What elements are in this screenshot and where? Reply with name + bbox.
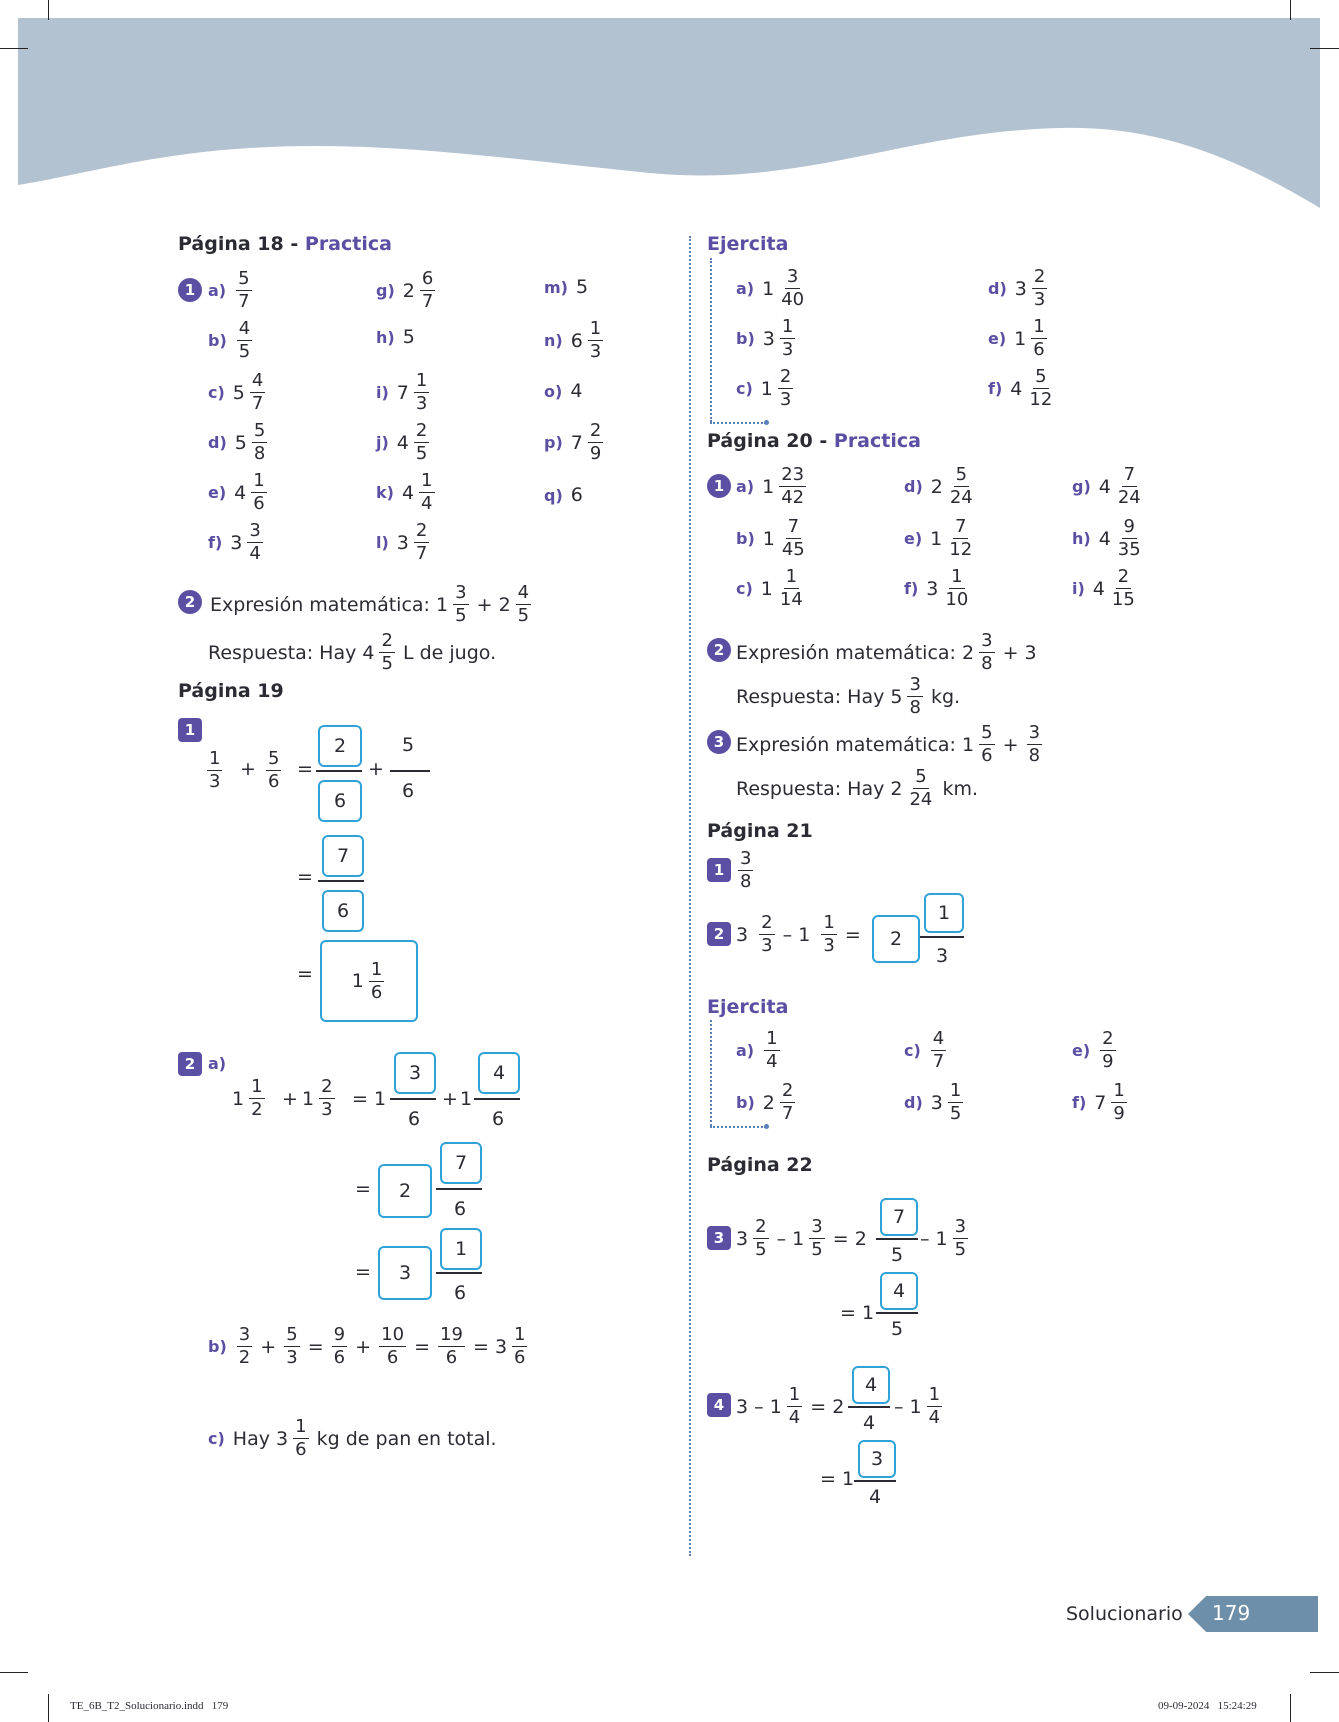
answer-item	[904, 568, 972, 609]
answer-box: 2	[378, 1164, 432, 1218]
answer-item	[736, 268, 808, 309]
answer-label: c)	[736, 579, 753, 598]
answer-box: 4	[852, 1366, 890, 1404]
answer-box: 7	[322, 835, 364, 877]
denominator: 4	[863, 1412, 876, 1434]
answer-label: f)	[904, 579, 919, 598]
answer-label: l)	[376, 533, 389, 552]
denominator: 6	[492, 1108, 505, 1130]
fraction-bar	[436, 1188, 482, 1190]
file-slug: TE_6B_T2_Solucionario.indd 179	[70, 1700, 229, 1712]
p19-a-mixed-2: 1 $\frac{2}{3}$	[302, 1076, 333, 1120]
p19-c-answer: c) Hay 3 $\frac{1}{6}$ kg de pan en total.	[208, 1416, 497, 1460]
whole-number: 2	[402, 279, 415, 302]
whole-number: 1	[762, 527, 775, 550]
answer-item	[1072, 1082, 1129, 1123]
p22-q4-number: 4	[707, 1393, 731, 1417]
fraction: $\frac{1}{4}$	[421, 470, 433, 514]
whole-number: 1	[760, 377, 773, 400]
p22-q3-number: 3	[707, 1226, 731, 1250]
whole-number: 5	[402, 326, 415, 348]
p21-header: Página 21	[707, 820, 813, 842]
p22-q3-result-whole: = 1	[840, 1302, 875, 1324]
answer-item	[736, 466, 808, 507]
answer-label: n)	[544, 331, 563, 350]
equals-sign: =	[352, 1088, 368, 1110]
fraction: $\frac{4}{5}$	[517, 582, 530, 626]
answer-label: i)	[1072, 579, 1085, 598]
fraction: $\frac{2}{5}$	[415, 420, 428, 464]
crop-mark	[0, 1672, 28, 1673]
answer-item	[544, 320, 605, 361]
p18-response: Respuesta: Hay 4 $\frac{2}{5}$ L de jugo.	[208, 630, 497, 674]
fraction: $\frac{9}{35}$	[1117, 516, 1141, 560]
whole-number: 4	[1098, 475, 1111, 498]
ejercita-2-title: Ejercita	[707, 996, 789, 1018]
fraction: $\frac{1}{9}$	[1113, 1080, 1125, 1124]
fraction: $\frac{4}{5}$	[238, 318, 251, 362]
answer-label: g)	[1072, 477, 1091, 496]
fraction: $\frac{1}{3}$	[781, 316, 794, 360]
answer-label: p)	[544, 433, 563, 452]
p19-frac-2: $\frac{5}{6}$	[268, 748, 280, 792]
fraction-bar	[390, 770, 430, 772]
p22-q4-expression: 3 – 1 $\frac{1}{4}$ = 2	[736, 1384, 845, 1428]
answer-label: d)	[904, 1093, 923, 1112]
answer-item	[904, 1082, 965, 1123]
fraction: $\frac{23}{42}$	[781, 464, 805, 508]
answer-label: a)	[736, 1041, 755, 1060]
whole-number: 2	[930, 475, 943, 498]
plus-sign: +	[240, 758, 256, 780]
p21-q1-answer: $\frac{3}{8}$	[740, 848, 752, 892]
equals-sign: =	[355, 1178, 371, 1200]
answer-label: o)	[544, 381, 563, 401]
fraction: $\frac{5}{7}$	[238, 268, 250, 312]
answer-label: g)	[376, 281, 395, 300]
p20-q3-expression: Expresión matemática: 1 $\frac{5}{6}$ + $\frac{3}{8}$	[736, 722, 1041, 766]
answer-box: 1	[924, 893, 964, 933]
whole-number: 1	[1014, 327, 1027, 350]
fraction: $\frac{2}{3}$	[779, 366, 792, 410]
answer-label: j)	[376, 433, 389, 452]
crop-mark	[1310, 48, 1339, 49]
answer-label: b)	[736, 529, 755, 548]
p19-b-expression: b) $\frac{3}{2}$ + $\frac{5}{3}$ = $\frac{9}{6}$ + $\frac{10}{6}$ = $\frac{19}{6}$ = 3 $\frac{1}{6}$	[208, 1324, 526, 1368]
p21-q1-number: 1	[707, 858, 731, 882]
fraction: $\frac{6}{7}$	[421, 268, 434, 312]
answer-label: b)	[208, 331, 227, 350]
fraction-bar	[436, 1272, 482, 1274]
header-wave	[0, 0, 1339, 220]
answer-item	[1072, 466, 1145, 507]
answer-label: a)	[736, 477, 755, 496]
page-number-tab	[1188, 1596, 1318, 1632]
answer-item	[736, 568, 807, 609]
whole-number: 4	[570, 380, 583, 402]
answer-item	[376, 326, 418, 348]
fraction-bar	[920, 936, 964, 938]
answer-label: c)	[736, 379, 753, 398]
whole-number: 3	[1014, 277, 1027, 300]
answer-label: f)	[208, 533, 223, 552]
answer-item	[988, 268, 1049, 309]
answer-item	[208, 320, 254, 361]
p22-q4-result-whole: = 1	[820, 1468, 855, 1490]
answer-label: h)	[1072, 529, 1091, 548]
answer-label: c)	[208, 383, 225, 402]
crop-mark	[48, 1694, 49, 1722]
ejercita-bracket	[710, 1126, 766, 1128]
answer-box: 4	[478, 1052, 520, 1094]
denominator: 6	[402, 780, 415, 802]
fraction: $\frac{7}{24}$	[1117, 464, 1141, 508]
fraction: $\frac{2}{5}$	[381, 630, 393, 674]
answer-item	[376, 472, 437, 513]
answer-item	[544, 380, 585, 402]
whole-number: 5	[232, 381, 245, 404]
answer-item	[736, 1082, 797, 1123]
whole-number: 5	[234, 431, 247, 454]
equals-sign: =	[297, 758, 313, 780]
p20-q3-response: Respuesta: Hay 2 $\frac{5}{24}$ km.	[736, 766, 978, 810]
answer-item	[208, 472, 269, 513]
whole-number: 1	[760, 577, 773, 600]
answer-label: h)	[376, 327, 395, 347]
answer-item	[544, 484, 586, 506]
answer-item	[736, 318, 797, 359]
whole-number: 1	[930, 527, 943, 550]
p20-q2-expression: Expresión matemática: 2 $\frac{3}{8}$ + 3	[736, 630, 1037, 674]
whole-number: 2	[762, 1091, 775, 1114]
ejercita-bracket	[710, 1020, 712, 1126]
whole-number: 5	[575, 276, 589, 298]
p21-q2-expression: 3 $\frac{2}{3}$ – 1 $\frac{1}{3}$ =	[736, 912, 861, 956]
fraction-bar	[876, 1312, 918, 1314]
whole-number: 7	[396, 381, 409, 404]
p22-header: Página 22	[707, 1154, 813, 1176]
answer-box: 7	[880, 1198, 918, 1236]
whole-number: 1	[460, 1088, 473, 1110]
answer-item	[544, 422, 605, 463]
p19-frac-1: $\frac{1}{3}$	[209, 748, 221, 792]
fraction: $\frac{3}{5}$	[455, 582, 467, 626]
p22-q4-subtract: – 1 $\frac{1}{4}$	[894, 1384, 941, 1428]
fraction: $\frac{7}{45}$	[781, 516, 805, 560]
fraction: $\frac{1}{3}$	[589, 318, 602, 362]
label-a: a)	[208, 1054, 227, 1073]
answer-label: e)	[208, 483, 227, 502]
whole-number: 6	[570, 329, 583, 352]
fraction: $\frac{5}{8}$	[253, 420, 266, 464]
fraction: $\frac{1}{3}$	[415, 370, 428, 414]
ejercita-bracket	[710, 422, 766, 424]
whole-number: 3	[230, 531, 243, 554]
answer-label: d)	[208, 433, 227, 452]
p19-q1-number: 1	[178, 718, 202, 742]
answer-label: d)	[904, 477, 923, 496]
whole-number: 1	[374, 1088, 387, 1110]
column-divider	[689, 236, 691, 1556]
crop-mark	[1290, 0, 1291, 20]
fraction: $\frac{2}{7}$	[781, 1080, 794, 1124]
whole-number: 4	[1010, 377, 1023, 400]
denominator: 4	[869, 1486, 882, 1508]
fraction: $\frac{7}{12}$	[949, 516, 973, 560]
whole-number: 4	[234, 481, 247, 504]
answer-box: 3	[858, 1440, 896, 1478]
fraction-bar	[474, 1098, 520, 1100]
fraction: $\frac{1}{10}$	[945, 566, 969, 610]
bracket-dot	[764, 1124, 769, 1129]
whole-number: 3	[926, 577, 939, 600]
p18-q2-number: 2	[178, 590, 202, 614]
answer-box: 6	[318, 780, 362, 822]
denominator: 5	[891, 1244, 904, 1266]
answer-label: m)	[544, 277, 568, 297]
answer-item	[736, 1030, 782, 1071]
whole-number: 4	[1092, 577, 1105, 600]
p18-expression: Expresión matemática: 1 $\frac{3}{5}$ + 2 $\frac{4}{5}$	[210, 582, 530, 626]
p20-header: Página 20 - Practica	[707, 430, 921, 452]
p22-q3-subtract: – 1 $\frac{3}{5}$	[920, 1216, 967, 1260]
answer-box: 3	[378, 1246, 432, 1300]
answer-box: 6	[322, 890, 364, 932]
answer-item	[376, 372, 431, 413]
page-number: 179	[1212, 1601, 1251, 1625]
equals-sign: =	[297, 963, 313, 985]
answer-item	[904, 466, 977, 507]
answer-label: e)	[988, 329, 1007, 348]
answer-box: 2	[872, 915, 920, 963]
answer-label: b)	[736, 329, 755, 348]
answer-label: a)	[736, 279, 755, 298]
whole-number: 1	[762, 277, 775, 300]
p20-q3-number: 3	[707, 730, 731, 754]
whole-number: 7	[1094, 1091, 1107, 1114]
answer-box: 4	[880, 1272, 918, 1310]
fraction: $\frac{1}{6}$	[1033, 316, 1045, 360]
fraction-bar	[318, 880, 364, 882]
fraction: $\frac{3}{40}$	[781, 266, 805, 310]
answer-item	[376, 270, 437, 311]
whole-number: 4	[401, 481, 415, 504]
fraction: $\frac{4}{7}$	[932, 1028, 945, 1072]
whole-number: 4	[396, 431, 409, 454]
fraction: $\frac{1}{6}$	[253, 470, 265, 514]
answer-item	[988, 368, 1056, 409]
fraction: $\frac{2}{15}$	[1111, 566, 1135, 610]
fraction: $\frac{2}{7}$	[415, 520, 428, 564]
numerator: 5	[402, 734, 415, 756]
answer-label: b)	[736, 1093, 755, 1112]
denominator: 6	[454, 1198, 467, 1220]
answer-box: 1	[440, 1228, 482, 1270]
plus-sign: +	[368, 758, 384, 780]
fraction-bar	[854, 1480, 896, 1482]
answer-label: k)	[376, 483, 394, 502]
print-date: 09-09-2024 15:24:29	[1158, 1700, 1257, 1712]
whole-number: 1	[762, 475, 775, 498]
crop-mark	[1310, 1672, 1339, 1673]
answer-item	[1072, 568, 1139, 609]
fraction: $\frac{2}{3}$	[1033, 266, 1046, 310]
ejercita-bracket	[710, 258, 712, 422]
equals-sign: =	[297, 866, 313, 888]
fraction: $\frac{4}{7}$	[251, 370, 264, 414]
p19-q2-number: 2	[178, 1052, 202, 1076]
p19-a-mixed-1: 1 $\frac{1}{2}$	[232, 1076, 263, 1120]
answer-label: a)	[208, 281, 227, 300]
answer-item	[736, 518, 809, 559]
ejercita-1-title: Ejercita	[707, 233, 789, 255]
p18-q1-number: 1	[178, 278, 202, 302]
fraction: $\frac{3}{4}$	[249, 520, 261, 564]
answer-label: i)	[376, 383, 389, 402]
answer-label: c)	[904, 1041, 921, 1060]
fraction-bar	[848, 1406, 890, 1408]
answer-item	[544, 276, 591, 298]
answer-box: 7	[440, 1142, 482, 1184]
equals-sign: =	[355, 1261, 371, 1283]
denominator: 3	[936, 945, 949, 967]
plus-sign: +	[442, 1088, 458, 1110]
answer-item	[208, 522, 265, 563]
footer-label: Solucionario	[1066, 1603, 1183, 1625]
fraction: $\frac{5}{12}$	[1029, 366, 1053, 410]
answer-item	[208, 422, 269, 463]
crop-mark	[0, 48, 28, 49]
fraction: $\frac{2}{9}$	[589, 420, 602, 464]
crop-mark	[1290, 1694, 1291, 1722]
p19-header: Página 19	[178, 680, 284, 702]
answer-item	[988, 318, 1049, 359]
answer-box: 1 $\frac{1}{6}$	[320, 940, 418, 1022]
answer-item	[208, 372, 267, 413]
fraction: $\frac{1}{5}$	[949, 1080, 962, 1124]
p21-q2-number: 2	[707, 922, 731, 946]
answer-box: 2	[318, 725, 362, 767]
whole-number: 7	[570, 431, 583, 454]
whole-number: 3	[930, 1091, 943, 1114]
whole-number: 3	[396, 531, 409, 554]
answer-label: e)	[1072, 1041, 1091, 1060]
fraction-bar	[316, 770, 362, 772]
answer-label: e)	[904, 529, 923, 548]
fraction-bar	[390, 1098, 436, 1100]
fraction: $\frac{2}{9}$	[1102, 1028, 1114, 1072]
p18-header: Página 18 - Practica	[178, 233, 392, 255]
answer-label: q)	[544, 485, 563, 505]
whole-number: 4	[1098, 527, 1111, 550]
fraction: $\frac{1}{4}$	[766, 1028, 778, 1072]
p20-q2-number: 2	[707, 638, 731, 662]
p22-q3-expression: 3 $\frac{2}{5}$ – 1 $\frac{3}{5}$ = 2	[736, 1216, 867, 1260]
answer-box: 3	[394, 1052, 436, 1094]
denominator: 6	[454, 1282, 467, 1304]
answer-item	[376, 422, 431, 463]
answer-label: f)	[1072, 1093, 1087, 1112]
p20-q1-number: 1	[707, 474, 731, 498]
p20-q2-response: Respuesta: Hay 5 $\frac{3}{8}$ kg.	[736, 674, 961, 718]
denominator: 5	[891, 1318, 904, 1340]
fraction-bar	[876, 1238, 918, 1240]
fraction: $\frac{5}{24}$	[949, 464, 973, 508]
answer-item	[736, 368, 795, 409]
plus-sign: +	[282, 1088, 298, 1110]
whole-number: 3	[762, 327, 775, 350]
answer-item	[1072, 518, 1145, 559]
answer-item	[208, 270, 254, 311]
answer-item	[1072, 1030, 1118, 1071]
whole-number: 6	[570, 484, 583, 506]
answer-item	[904, 518, 976, 559]
answer-label: f)	[988, 379, 1003, 398]
denominator: 6	[408, 1108, 421, 1130]
bracket-dot	[764, 420, 769, 425]
crop-mark	[48, 0, 49, 20]
answer-item	[904, 1030, 948, 1071]
answer-item	[376, 522, 431, 563]
fraction: $\frac{1}{14}$	[779, 566, 803, 610]
answer-label: d)	[988, 279, 1007, 298]
